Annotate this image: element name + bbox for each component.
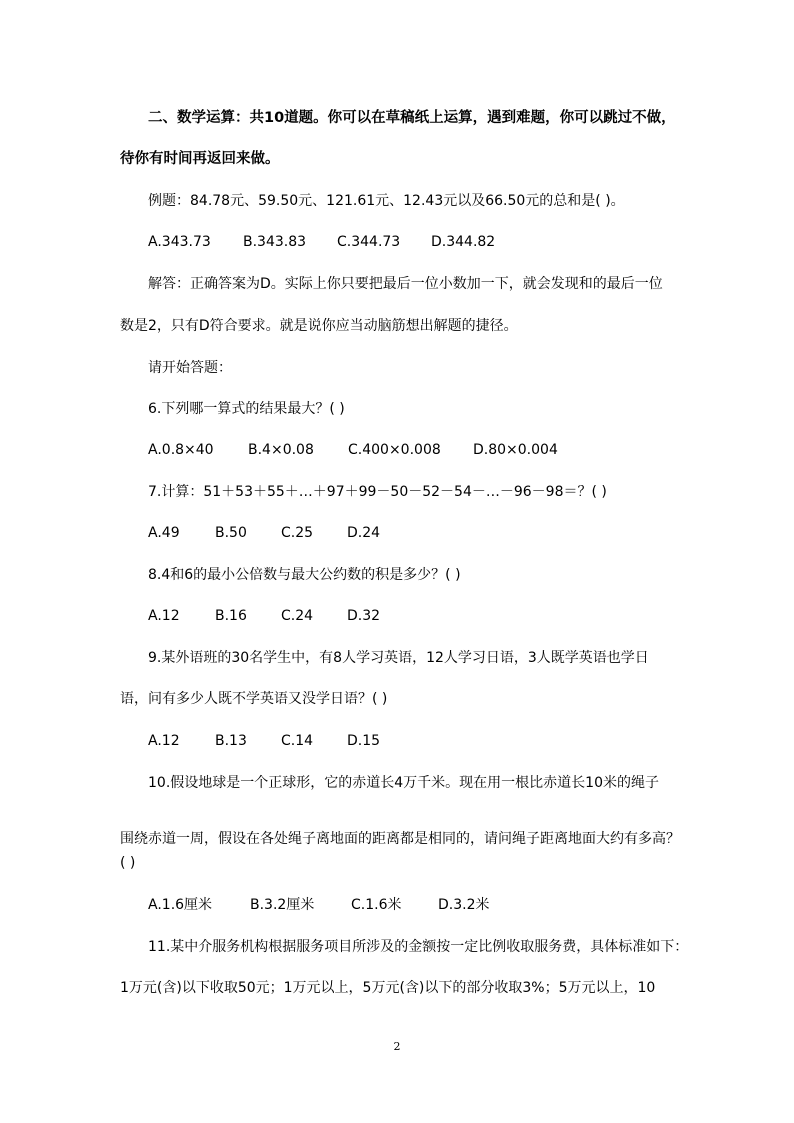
question-7-option-c: C.25: [281, 525, 314, 541]
example-option-c: C.344.73: [337, 234, 401, 250]
question-9-option-a: A.12: [148, 733, 180, 749]
question-9-option-c: C.14: [281, 733, 314, 749]
question-10-text-line-2: 围绕赤道一周，假设在各处绳子离地面的距离都是相同的，请问绳子距离地面大约有多高？: [120, 831, 680, 847]
question-10-text-line-3: ( ): [120, 855, 136, 871]
question-8-option-b: B.16: [215, 608, 247, 624]
question-9-option-b: B.13: [215, 733, 247, 749]
question-6-option-a: A.0.8×40: [148, 442, 214, 458]
question-8-text: 8.4和6的最小公倍数与最大公约数的积是多少？( ): [148, 567, 461, 583]
question-9-options: [148, 731, 708, 751]
question-7-option-a: A.49: [148, 525, 180, 541]
question-10-options: [148, 895, 708, 915]
question-9-text-line-1: 9.某外语班的30名学生中，有8人学习英语，12人学习日语，3人既学英语也学日: [148, 650, 649, 666]
question-11-text-line-2: 1万元(含)以下收取50元；1万元以上，5万元(含)以下的部分收取3%；5万元以上，10: [120, 980, 656, 996]
example-answer-line-1: 解答：正确答案为D。实际上你只要把最后一位小数加一下，就会发现和的最后一位: [148, 276, 663, 292]
example-options: [148, 232, 708, 252]
page-number: 2: [393, 1040, 401, 1053]
question-10-option-c: C.1.6米: [351, 897, 402, 913]
question-7-option-b: B.50: [215, 525, 247, 541]
question-8-option-c: C.24: [281, 608, 314, 624]
example-option-d: D.344.82: [431, 234, 496, 250]
question-9-text-line-2: 语，问有多少人既不学英语又没学日语？( ): [120, 691, 388, 707]
question-10-text-line-1: 10.假设地球是一个正球形，它的赤道长4万千米。现在用一根比赤道长10米的绳子: [148, 775, 659, 791]
question-6-option-c: C.400×0.008: [348, 442, 441, 458]
section-heading-line-2: 待你有时间再返回来做。: [120, 151, 280, 167]
question-6-text: 6.下列哪一算式的结果最大？( ): [148, 401, 345, 417]
question-11-text-line-1: 11.某中介服务机构根据服务项目所涉及的金额按一定比例收取服务费，具体标准如下：: [148, 939, 689, 955]
question-9-option-d: D.15: [347, 733, 381, 749]
question-8-option-d: D.32: [347, 608, 381, 624]
question-7-option-d: D.24: [347, 525, 381, 541]
example-option-b: B.343.83: [243, 234, 307, 250]
question-8-options: [148, 606, 708, 626]
question-7-options: [148, 523, 708, 543]
section-heading-line-1: 二、数学运算：共10道题。你可以在草稿纸上运算，遇到难题，你可以跳过不做，: [148, 110, 676, 126]
question-8-option-a: A.12: [148, 608, 180, 624]
example-answer-line-2: 数是2，只有D符合要求。就是说你应当动脑筋想出解题的捷径。: [120, 318, 518, 334]
example-question: 例题：84.78元、59.50元、121.61元、12.43元以及66.50元的总和是( )。: [148, 193, 625, 209]
question-6-options: [148, 440, 708, 460]
question-10-option-a: A.1.6厘米: [148, 897, 213, 913]
question-7-text: 7.计算：51＋53＋55＋…＋97＋99－50－52－54－…－96－98＝？( ): [148, 484, 607, 500]
start-prompt: 请开始答题：: [148, 360, 232, 376]
question-6-option-d: D.80×0.004: [473, 442, 558, 458]
question-10-option-b: B.3.2厘米: [250, 897, 315, 913]
question-6-option-b: B.4×0.08: [248, 442, 314, 458]
example-option-a: A.343.73: [148, 234, 211, 250]
question-10-option-d: D.3.2米: [438, 897, 490, 913]
